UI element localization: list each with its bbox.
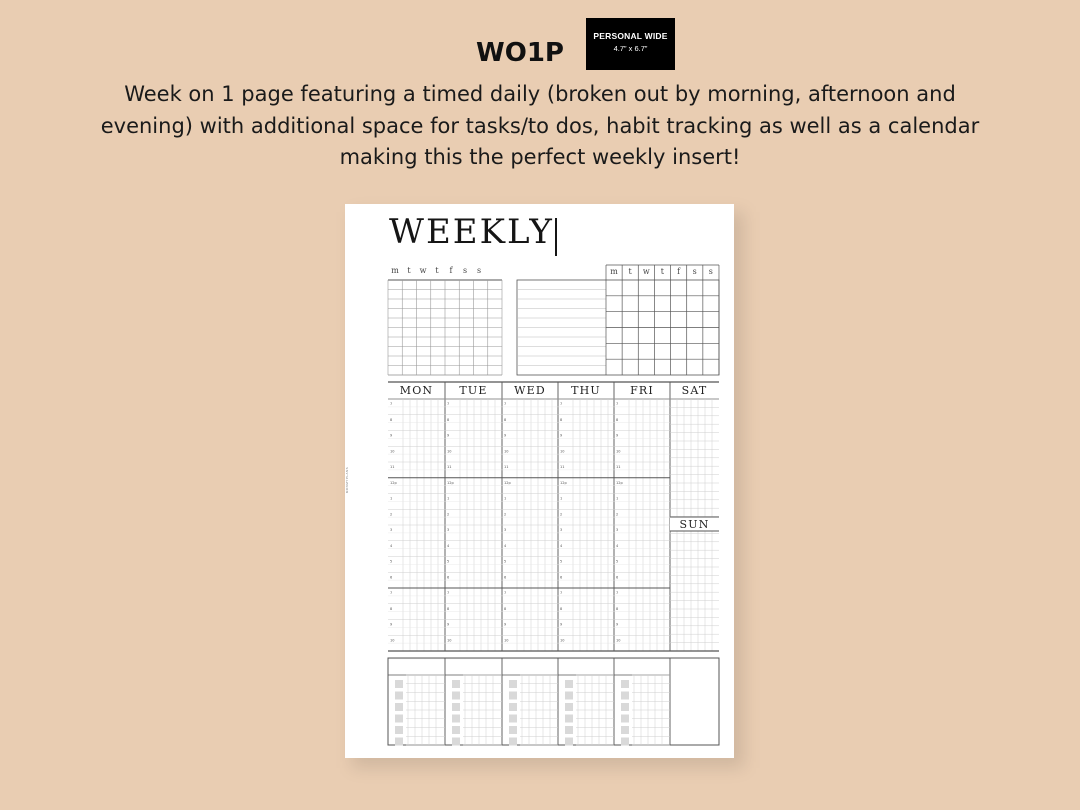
hour-label: 10 [616, 449, 621, 454]
todo-checkbox [395, 726, 403, 734]
hour-label: 2 [390, 512, 393, 517]
hour-label: 2 [616, 512, 619, 517]
day-header-sun: SUN [679, 518, 710, 531]
tracker-day-letter: s [692, 267, 697, 276]
hour-label: 6 [390, 575, 393, 580]
hour-label: 11 [447, 465, 452, 469]
hour-label: 9 [504, 433, 507, 438]
hour-label: 1 [560, 496, 563, 501]
todo-checkbox [452, 738, 460, 746]
tracker-day-letter: t [628, 267, 632, 276]
hour-label: 10 [447, 638, 452, 643]
hour-label: 10 [560, 638, 565, 643]
todo-checkbox [395, 738, 403, 746]
description-line-2: evening) with additional space for tasks/to dos, habit tracking as well as a calendar [100, 113, 980, 138]
hour-label: 5 [390, 559, 393, 564]
tracker-day-letter: f [677, 267, 681, 276]
hour-label: 8 [560, 606, 563, 611]
hour-label: 1 [447, 496, 450, 501]
todo-checkbox [565, 738, 573, 746]
habit-day-letter: f [449, 266, 453, 275]
todo-checkbox [565, 692, 573, 700]
hour-label: 7 [390, 591, 393, 595]
hour-label: 8 [616, 417, 619, 422]
hour-label: 7 [616, 402, 619, 406]
hour-label: 10 [504, 449, 509, 454]
description-line-1: Week on 1 page featuring a timed daily (broken out by morning, afternoon and [124, 82, 956, 106]
hour-label: 12p [616, 480, 623, 485]
hour-label: 12p [447, 480, 454, 485]
hour-label: 5 [616, 559, 619, 564]
todo-checkbox [452, 680, 460, 688]
hour-label: 4 [560, 543, 563, 548]
todo-checkbox [621, 703, 629, 711]
todo-checkbox [565, 726, 573, 734]
todo-checkbox [509, 738, 517, 746]
planner-title: WEEKLY [389, 212, 554, 252]
todo-checkbox [395, 703, 403, 711]
hour-label: 9 [390, 433, 393, 438]
todo-checkbox [452, 692, 460, 700]
hour-label: 11 [616, 465, 621, 469]
hour-label: 10 [504, 638, 509, 643]
hour-label: 10 [447, 449, 452, 454]
hour-label: 7 [390, 402, 393, 406]
hour-label: 4 [447, 543, 450, 548]
todo-checkbox [509, 680, 517, 688]
hour-label: 12p [390, 480, 397, 485]
hour-label: 7 [447, 402, 450, 406]
todo-checkbox [621, 680, 629, 688]
hour-label: 3 [616, 528, 619, 532]
hour-label: 5 [504, 559, 507, 564]
hour-label: 9 [504, 622, 507, 627]
hour-label: 8 [616, 606, 619, 611]
hour-label: 9 [447, 622, 450, 627]
day-header-fri: FRI [630, 384, 654, 397]
hour-label: 5 [447, 559, 450, 564]
habit-day-letter: t [435, 266, 439, 275]
hour-label: 9 [560, 433, 563, 438]
hour-label: 4 [616, 543, 619, 548]
product-code-title: WO1P [476, 38, 564, 68]
hour-label: 7 [504, 591, 507, 595]
hour-label: 2 [560, 512, 563, 517]
habit-day-letter: s [476, 266, 482, 275]
tracker-day-letter: t [660, 267, 665, 276]
hour-label: 8 [447, 417, 450, 422]
hour-label: 12p [504, 480, 511, 485]
hour-label: 9 [560, 622, 563, 627]
hour-label: 8 [560, 417, 563, 422]
description-line-3: making this the perfect weekly insert! [339, 145, 741, 169]
hour-label: 9 [616, 433, 619, 438]
hour-label: 3 [560, 528, 563, 532]
todo-checkbox [621, 692, 629, 700]
hour-label: 6 [504, 575, 507, 580]
hour-label: 11 [390, 465, 395, 469]
hour-label: 4 [504, 543, 507, 548]
hour-label: 6 [616, 575, 619, 580]
tracker-day-letter: m [610, 267, 618, 276]
day-header-thu: THU [571, 384, 601, 397]
hour-label: 7 [616, 591, 619, 595]
tracker-day-letter: s [708, 267, 713, 276]
todo-checkbox [509, 692, 517, 700]
hour-label: 9 [390, 622, 393, 627]
hour-label: 11 [560, 465, 565, 469]
hour-label: 10 [390, 449, 395, 454]
habit-day-letter: t [407, 266, 411, 275]
hour-label: 7 [560, 591, 563, 595]
todo-checkbox [452, 726, 460, 734]
todo-checkbox [509, 715, 517, 723]
hour-label: 3 [504, 528, 507, 532]
todo-checkbox [621, 726, 629, 734]
hour-label: 7 [504, 402, 507, 406]
hour-label: 3 [447, 528, 450, 532]
hour-label: 4 [390, 543, 393, 548]
hour-label: 7 [560, 402, 563, 406]
habit-day-letter: w [419, 266, 427, 275]
hour-label: 10 [390, 638, 395, 643]
hour-label: 8 [504, 606, 507, 611]
hour-label: 1 [504, 496, 507, 501]
todo-checkbox [509, 726, 517, 734]
hour-label: 8 [504, 417, 507, 422]
hour-label: 10 [560, 449, 565, 454]
hour-label: 2 [504, 512, 507, 517]
hour-label: 6 [447, 575, 450, 580]
hour-label: 9 [616, 622, 619, 627]
hour-label: 9 [447, 433, 450, 438]
hour-label: 12p [560, 480, 567, 485]
size-badge-dimensions: 4.7” x 6.7” [613, 44, 648, 53]
todo-checkbox [395, 715, 403, 723]
habit-day-letter: m [391, 266, 399, 275]
side-brand-text: MONMYPLANS [345, 466, 350, 494]
todo-checkbox [452, 715, 460, 723]
hour-label: 8 [447, 606, 450, 611]
hour-label: 10 [616, 638, 621, 643]
hour-label: 1 [616, 496, 619, 501]
hour-label: 7 [447, 591, 450, 595]
todo-checkbox [565, 680, 573, 688]
todo-checkbox [621, 738, 629, 746]
todo-checkbox [395, 680, 403, 688]
day-header-sat: SAT [681, 384, 708, 397]
size-badge-name: PERSONAL WIDE [593, 31, 668, 41]
todo-checkbox [395, 692, 403, 700]
todo-checkbox [565, 703, 573, 711]
day-header-tue: TUE [459, 384, 488, 397]
todo-checkbox [565, 715, 573, 723]
tracker-day-letter: w [642, 267, 650, 276]
hour-label: 2 [447, 512, 450, 517]
todo-checkbox [509, 703, 517, 711]
hour-label: 8 [390, 606, 393, 611]
hour-label: 5 [560, 559, 563, 564]
day-header-wed: WED [514, 384, 546, 397]
day-header-mon: MON [399, 384, 434, 397]
hour-label: 8 [390, 417, 393, 422]
hour-label: 1 [390, 496, 393, 501]
hour-label: 6 [560, 575, 563, 580]
hour-label: 11 [504, 465, 509, 469]
hour-label: 3 [390, 528, 393, 532]
habit-day-letter: s [462, 266, 468, 275]
todo-checkbox [452, 703, 460, 711]
todo-checkbox [621, 715, 629, 723]
